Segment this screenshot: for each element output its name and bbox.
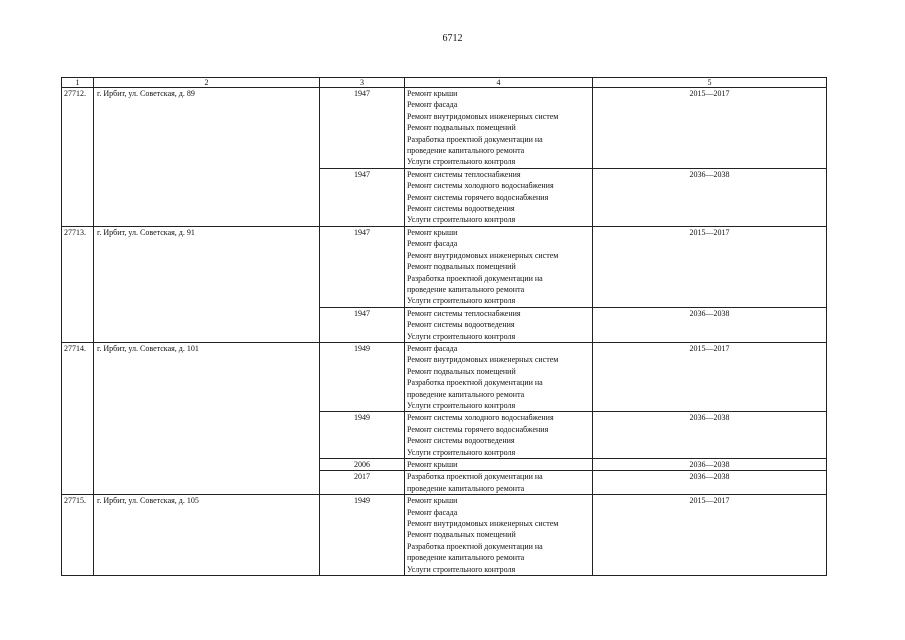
- works-list: [405, 495, 593, 576]
- work-item: Ремонт внутридомовых инженерных систем: [407, 111, 559, 121]
- work-item: Услуги строительного контроля: [407, 447, 516, 457]
- works-list: [405, 88, 593, 169]
- work-item: Разработка проектной документации на: [407, 541, 543, 551]
- table-body: [62, 88, 827, 576]
- repair-schedule-table: [61, 77, 827, 576]
- work-item: Ремонт системы холодного водоснабжения: [407, 181, 554, 191]
- work-item: проведение капитального ремонта: [407, 146, 525, 156]
- work-item: Ремонт подвальных помещений: [407, 366, 516, 376]
- column-number: 4: [405, 78, 593, 88]
- work-item: Услуги строительного контроля: [407, 564, 516, 574]
- work-item: Ремонт системы горячего водоснабжения: [407, 424, 549, 434]
- build-year: 1949: [320, 495, 405, 576]
- work-item: Ремонт крыши: [407, 460, 458, 469]
- work-item: Ремонт фасада: [407, 507, 458, 517]
- record-address: г. Ирбит, ул. Советская, д. 105: [94, 495, 320, 576]
- work-item: Ремонт подвальных помещений: [407, 123, 516, 133]
- work-item: Разработка проектной документации на: [407, 273, 543, 283]
- work-item: Ремонт системы холодного водоснабжения: [407, 413, 554, 423]
- build-year: 1947: [320, 307, 405, 342]
- repair-period: 2015—2017: [593, 88, 827, 169]
- work-item: Ремонт фасада: [407, 239, 458, 249]
- work-item: Услуги строительного контроля: [407, 215, 516, 225]
- build-year: 1949: [320, 412, 405, 459]
- works-list: [405, 226, 593, 307]
- column-number: 2: [94, 78, 320, 88]
- work-item: Ремонт системы водоотведения: [407, 320, 515, 330]
- record-address: г. Ирбит, ул. Советская, д. 89: [94, 88, 320, 227]
- record-address: г. Ирбит, ул. Советская, д. 91: [94, 226, 320, 342]
- record-address: г. Ирбит, ул. Советская, д. 101: [94, 342, 320, 494]
- works-list: [405, 471, 593, 495]
- work-item: Ремонт системы водоотведения: [407, 204, 515, 214]
- work-item: Ремонт фасада: [407, 343, 458, 353]
- page-number: 6712: [442, 33, 463, 44]
- work-item: Ремонт крыши: [407, 227, 458, 237]
- repair-period: 2036—2038: [593, 168, 827, 226]
- repair-period: 2015—2017: [593, 342, 827, 411]
- build-year: 1947: [320, 226, 405, 307]
- column-number: 1: [62, 78, 94, 88]
- work-item: Услуги строительного контроля: [407, 331, 516, 341]
- record-number: 27713.: [62, 226, 94, 342]
- repair-period: 2036—2038: [593, 412, 827, 459]
- build-year: 2006: [320, 459, 405, 471]
- work-item: Ремонт внутридомовых инженерных систем: [407, 250, 559, 260]
- column-number: 3: [320, 78, 405, 88]
- works-list: [405, 412, 593, 459]
- table-row: [62, 88, 827, 169]
- build-year: 1947: [320, 88, 405, 169]
- work-item: Услуги строительного контроля: [407, 157, 516, 167]
- repair-period: 2015—2017: [593, 226, 827, 307]
- work-item: Разработка проектной документации на: [407, 472, 543, 482]
- repair-period: 2036—2038: [593, 471, 827, 495]
- works-list: [405, 307, 593, 342]
- work-item: Ремонт системы теплоснабжения: [407, 169, 521, 179]
- work-item: Ремонт системы теплоснабжения: [407, 308, 521, 318]
- work-item: проведение капитального ремонта: [407, 483, 525, 493]
- repair-period: 2036—2038: [593, 307, 827, 342]
- build-year: 2017: [320, 471, 405, 495]
- repair-period: 2015—2017: [593, 495, 827, 576]
- record-number: 27712.: [62, 88, 94, 227]
- work-item: Услуги строительного контроля: [407, 296, 516, 306]
- work-item: Ремонт системы горячего водоснабжения: [407, 192, 549, 202]
- record-number: 27715.: [62, 495, 94, 576]
- work-item: проведение капитального ремонта: [407, 389, 525, 399]
- table-row: [62, 495, 827, 576]
- work-item: Ремонт крыши: [407, 89, 458, 98]
- work-item: Разработка проектной документации на: [407, 378, 543, 388]
- work-item: Услуги строительного контроля: [407, 400, 516, 410]
- work-item: Ремонт внутридомовых инженерных систем: [407, 519, 559, 529]
- work-item: Разработка проектной документации на: [407, 134, 543, 144]
- column-number: 5: [593, 78, 827, 88]
- work-item: Ремонт подвальных помещений: [407, 530, 516, 540]
- work-item: проведение капитального ремонта: [407, 284, 525, 294]
- work-item: Ремонт подвальных помещений: [407, 262, 516, 272]
- works-list: [405, 168, 593, 226]
- build-year: 1949: [320, 342, 405, 411]
- record-number: 27714.: [62, 342, 94, 494]
- build-year: 1947: [320, 168, 405, 226]
- repair-period: 2036—2038: [593, 459, 827, 471]
- works-list: [405, 342, 593, 411]
- work-item: Ремонт системы водоотведения: [407, 436, 515, 446]
- work-item: Ремонт фасада: [407, 100, 458, 110]
- work-item: Ремонт крыши: [407, 496, 458, 506]
- work-item: проведение капитального ремонта: [407, 553, 525, 563]
- table-row: [62, 342, 827, 411]
- works-list: [405, 459, 593, 471]
- column-number-row: [62, 78, 827, 88]
- table-row: [62, 226, 827, 307]
- work-item: Ремонт внутридомовых инженерных систем: [407, 355, 559, 365]
